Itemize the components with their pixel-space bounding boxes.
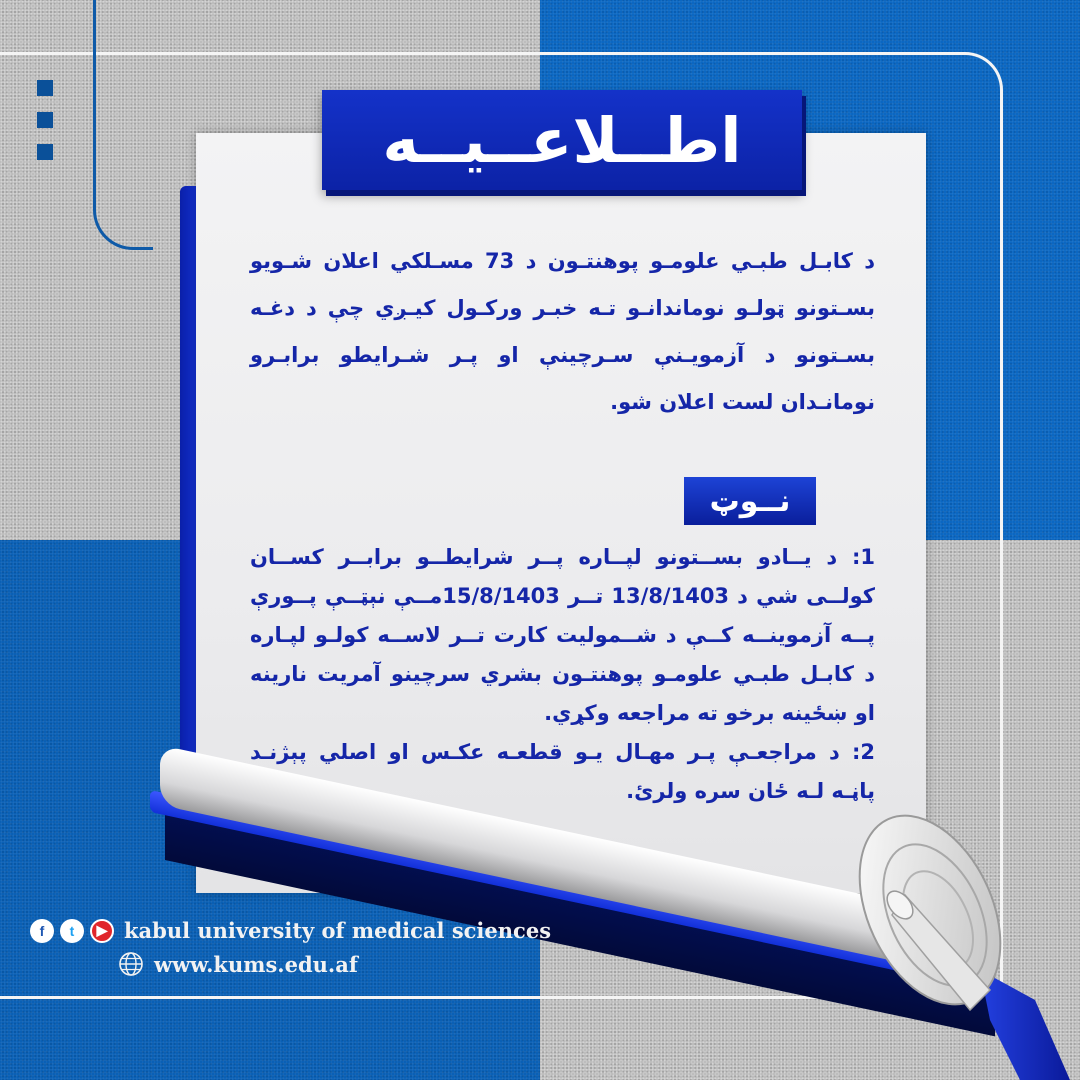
page-title: اطــلاعــيــه — [382, 103, 742, 177]
footer — [30, 918, 551, 977]
youtube-icon[interactable]: ▶ — [90, 919, 114, 943]
organization-name: kabul university of medical sciences — [124, 918, 552, 943]
announcement-paragraph: د کابـل طبـي علومـو پوهنتـون د 73 مسـلکي اعلان شـويو بسـتونو ټولـو نوماندانـو تـه خبـر ورکـول کيـږي چې د دغـه بسـتونو د آزمويـنې سـرچينې او پـر شـرايطو برابـرو نومانـدان لست اعلان شو. — [250, 249, 875, 414]
square-dot — [37, 112, 53, 128]
globe-icon — [118, 951, 144, 977]
note-item-2: 2: د مراجعـې پـر مهـال يـو قطعـه عکـس او اصلي پېژنـد پاڼـه لـه ځان سره ولرئ. — [250, 740, 875, 803]
square-dot — [37, 80, 53, 96]
facebook-icon[interactable]: f — [30, 919, 54, 943]
website-row — [118, 951, 551, 977]
twitter-icon[interactable]: t — [60, 919, 84, 943]
megaphone-icon — [820, 790, 1080, 1080]
decorative-top-line — [0, 52, 100, 55]
notes-list — [250, 538, 875, 811]
note-label: نــوټ — [709, 483, 791, 519]
social-row — [30, 918, 551, 943]
decorative-blue-vertical-line — [93, 0, 96, 210]
note-item-1: 1: د يــادو بســتونو لپــاره پــر شرايطــو برابــر کســان کولــی شي د 13/8/1403 تــر 15/8/1403مــې نېټــې پــورې پــه آزموينــه کــې د شــموليت کارت تــر لاســه کولـو لپـاره د کابـل طبـي علومـو پوهنتـون بشري سرچينو آمريت نارينه او ښځينه برخو ته مراجعه وکړي. — [250, 545, 875, 725]
square-dot — [37, 144, 53, 160]
announcement-title-banner — [322, 90, 802, 190]
decorative-dots — [37, 80, 53, 176]
note-label-banner — [684, 477, 816, 525]
website-link[interactable]: www.kums.edu.af — [154, 951, 358, 977]
